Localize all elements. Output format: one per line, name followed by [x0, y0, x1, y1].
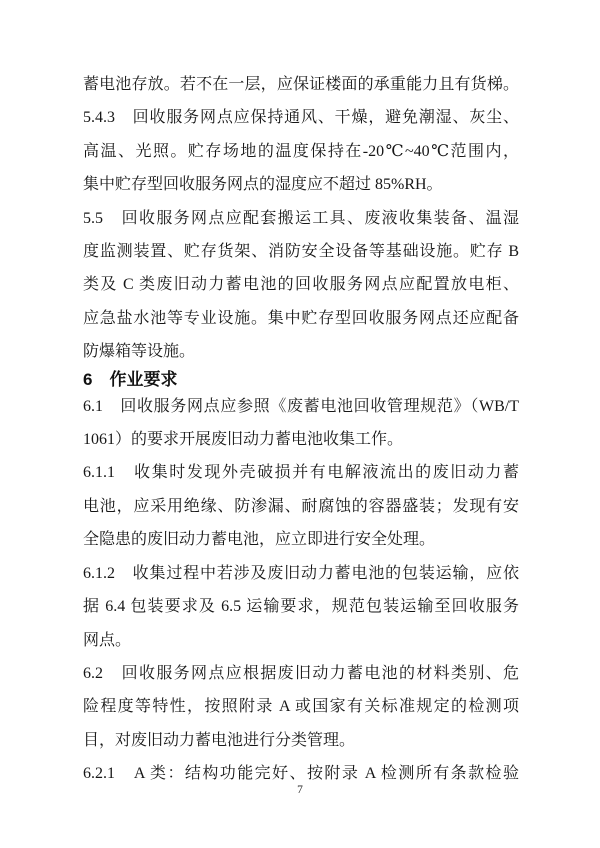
paragraph [83, 101, 519, 201]
paragraph [83, 456, 519, 556]
paragraph [83, 390, 519, 457]
text-line: 目，对废旧动力蓄电池进行分类管理。 [83, 731, 356, 749]
paragraph [83, 202, 519, 369]
document-body [83, 68, 519, 791]
paragraph [83, 68, 519, 101]
text-line: 集中贮存型回收服务网点的湿度应不超过 85%RH。 [83, 176, 443, 194]
section-heading [83, 369, 519, 390]
text-line: 电池，应采用绝缘、防渗漏、耐腐蚀的容器盛装；发现有安 [83, 497, 519, 515]
text-line: 度监测装置、贮存货架、消防安全设备等基础设施。贮存 B [83, 243, 519, 261]
text-line: 据 6.4 包装要求及 6.5 运输要求，规范包装运输至回收服务 [83, 598, 519, 616]
text-line: 1061）的要求开展废旧动力蓄电池收集工作。 [83, 431, 404, 449]
text-line: 类及 C 类废旧动力蓄电池的回收服务网点应配置放电柜、 [83, 276, 519, 294]
text-line: 6.2.1 A 类：结构功能完好、按附录 A 检测所有条款检验 [83, 765, 519, 783]
text-line: 全隐患的废旧动力蓄电池，应立即进行安全处理。 [83, 531, 436, 549]
text-line: 6.1.1 收集时发现外壳破损并有电解液流出的废旧动力蓄 [83, 464, 519, 482]
text-line: 5.4.3 回收服务网点应保持通风、干燥，避免潮湿、灰尘、 [83, 109, 519, 127]
text-line: 6 作业要求 [83, 369, 178, 389]
text-line: 险程度等特性，按照附录 A 或国家有关标准规定的检测项 [83, 698, 519, 716]
text-line: 5.5 回收服务网点应配套搬运工具、废液收集装备、温湿 [83, 209, 519, 227]
text-line: 6.1 回收服务网点应参照《废蓄电池回收管理规范》（WB/T [83, 397, 519, 415]
text-line: 防爆箱等设施。 [83, 343, 196, 361]
text-line: 网点。 [83, 631, 132, 649]
text-line: 高温、光照。贮存场地的温度保持在-20℃~40℃范围内， [83, 142, 519, 160]
text-line: 6.1.2 收集过程中若涉及废旧动力蓄电池的包装运输，应依 [83, 564, 519, 582]
text-line: 蓄电池存放。若不在一层，应保证楼面的承重能力且有货梯。 [83, 76, 519, 93]
page-number: 7 [297, 784, 303, 796]
text-line: 6.2 回收服务网点应根据废旧动力蓄电池的材料类别、危 [83, 664, 519, 682]
paragraph [83, 657, 519, 757]
paragraph [83, 557, 519, 657]
text-line: 应急盐水池等专业设施。集中贮存型回收服务网点还应配备 [83, 309, 519, 327]
